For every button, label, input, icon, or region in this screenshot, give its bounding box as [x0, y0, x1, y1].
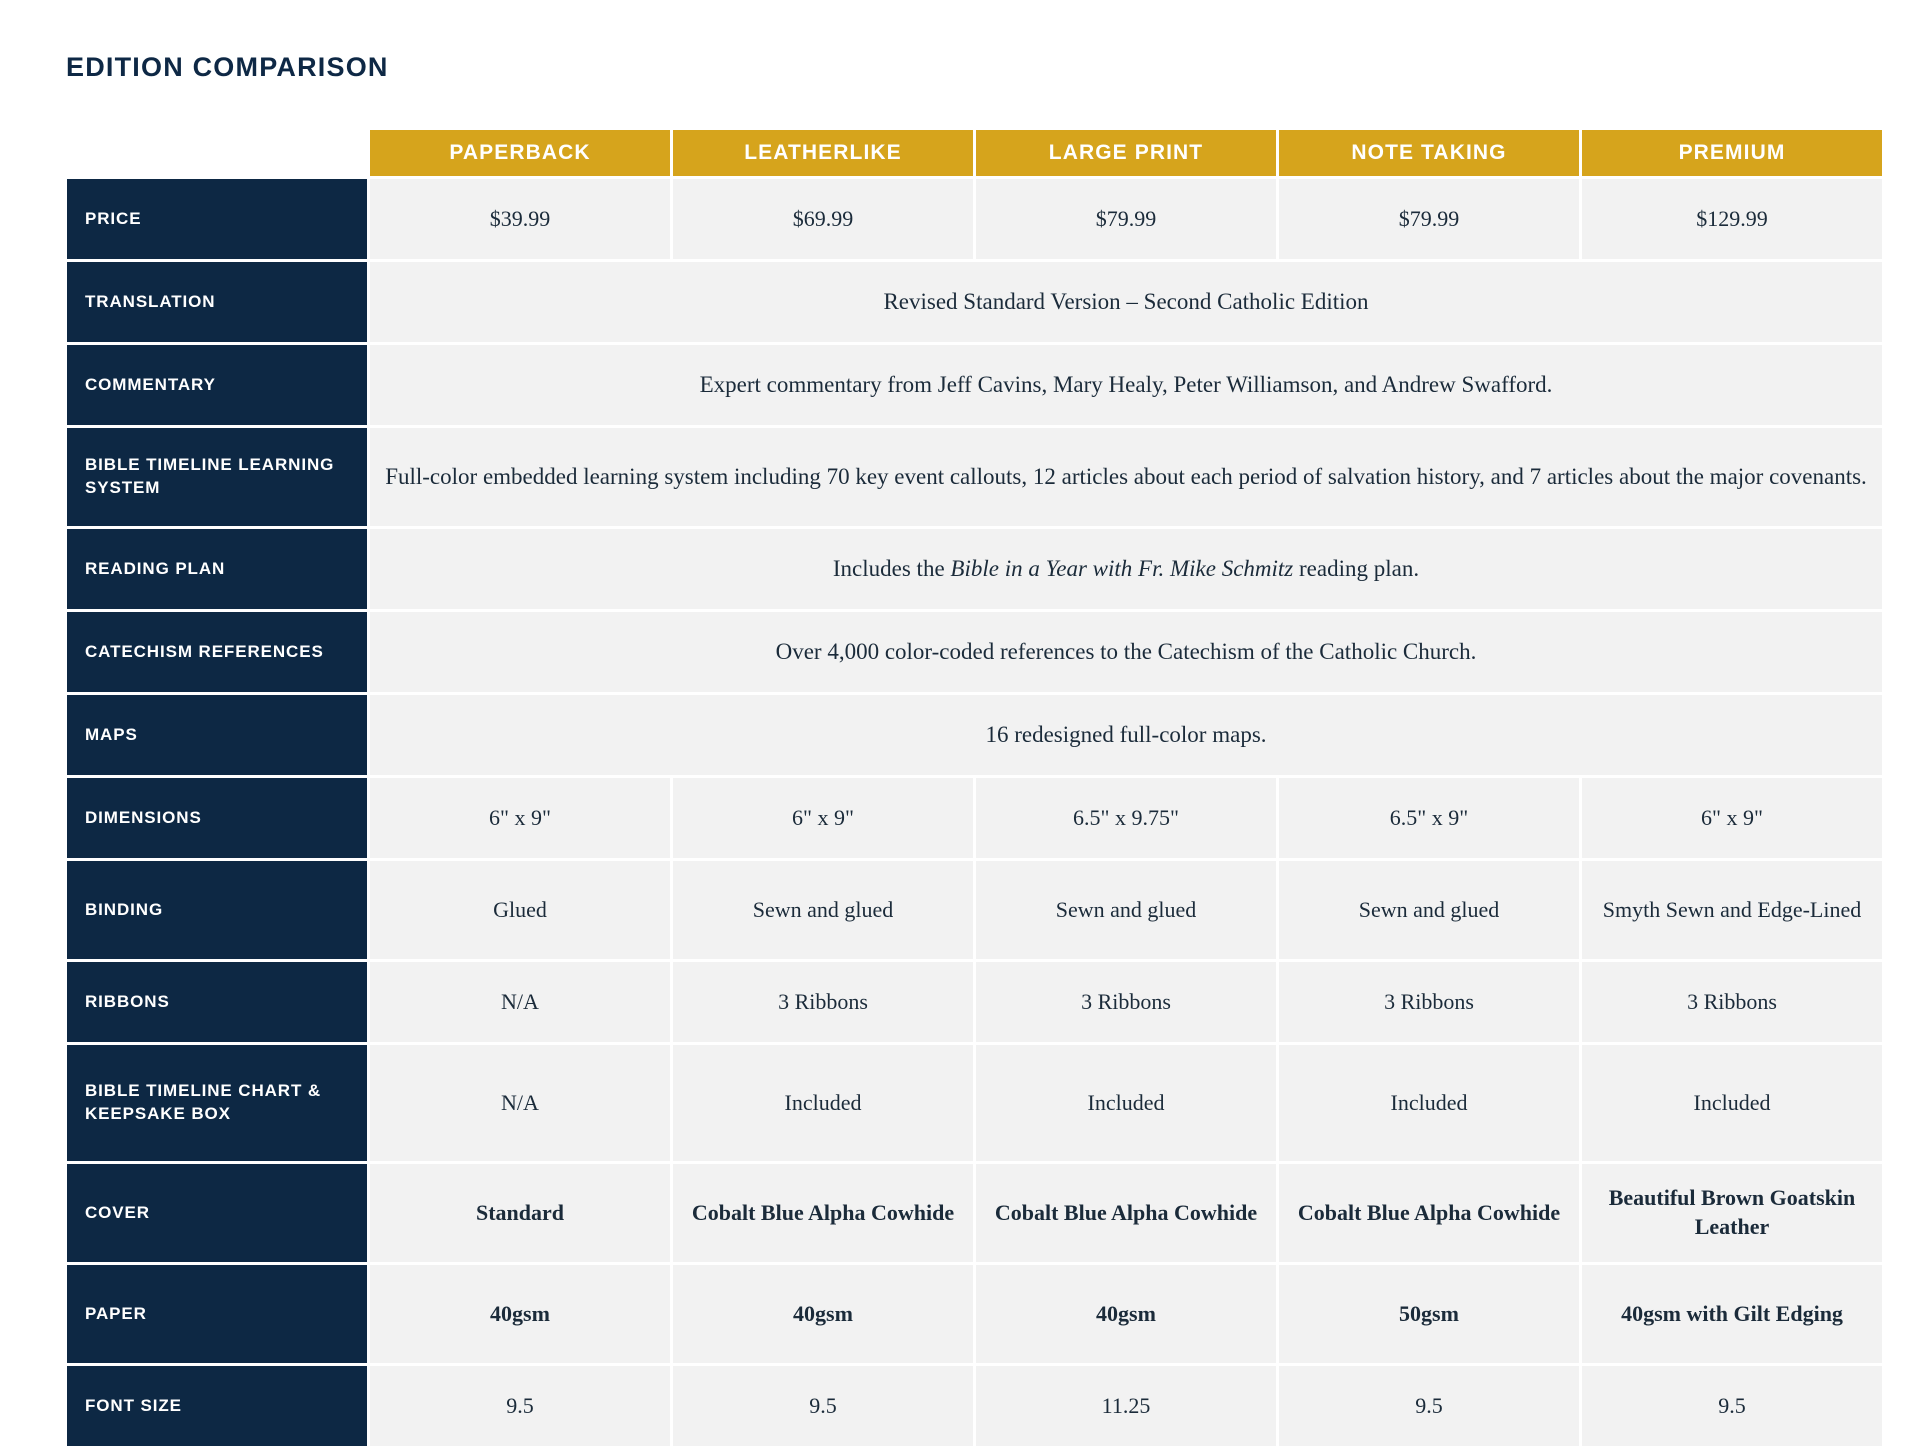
- cell-keepsake-leatherlike: Included: [673, 1045, 973, 1161]
- table-row: [67, 179, 1882, 259]
- cell-price-large-print: $79.99: [976, 179, 1276, 259]
- cell-ribbons-leatherlike: 3 Ribbons: [673, 962, 973, 1042]
- row-label-translation: TRANSLATION: [67, 262, 367, 342]
- cell-binding-leatherlike: Sewn and glued: [673, 861, 973, 959]
- column-header-premium: PREMIUM: [1582, 130, 1882, 176]
- cell-font-size-large-print: 11.25: [976, 1366, 1276, 1446]
- cell-binding-large-print: Sewn and glued: [976, 861, 1276, 959]
- row-label-commentary: COMMENTARY: [67, 345, 367, 425]
- cell-paper-large-print: 40gsm: [976, 1265, 1276, 1363]
- row-label-reading-plan: READING PLAN: [67, 529, 367, 609]
- cell-catechism-references-all: Over 4,000 color-coded references to the Catechism of the Catholic Church.: [370, 612, 1882, 692]
- cell-cover-premium: Beautiful Brown Goatskin Leather: [1582, 1164, 1882, 1262]
- cell-ribbons-large-print: 3 Ribbons: [976, 962, 1276, 1042]
- cell-binding-note-taking: Sewn and glued: [1279, 861, 1579, 959]
- cell-font-size-leatherlike: 9.5: [673, 1366, 973, 1446]
- reading-plan-text-after: reading plan.: [1293, 556, 1420, 582]
- cell-dimensions-large-print: 6.5" x 9.75": [976, 778, 1276, 858]
- cell-cover-large-print: Cobalt Blue Alpha Cowhide: [976, 1164, 1276, 1262]
- cell-keepsake-note-taking: Included: [1279, 1045, 1579, 1161]
- edition-comparison-table: [64, 127, 1885, 1449]
- cell-price-note-taking: $79.99: [1279, 179, 1579, 259]
- table-corner-cell: [67, 130, 367, 176]
- table-row: [67, 778, 1882, 858]
- cell-paper-leatherlike: 40gsm: [673, 1265, 973, 1363]
- table-header: [67, 130, 1882, 176]
- cell-price-leatherlike: $69.99: [673, 179, 973, 259]
- row-label-cover: COVER: [67, 1164, 367, 1262]
- row-label-bible-timeline-learning-system: BIBLE TIMELINE LEARNING SYSTEM: [67, 428, 367, 526]
- table-row: [67, 1045, 1882, 1161]
- column-header-note-taking: NOTE TAKING: [1279, 130, 1579, 176]
- row-label-price: PRICE: [67, 179, 367, 259]
- table-row: [67, 345, 1882, 425]
- reading-plan-text-before: Includes the: [832, 556, 951, 582]
- row-label-bible-timeline-chart-keepsake-box: BIBLE TIMELINE CHART & KEEPSAKE BOX: [67, 1045, 367, 1161]
- cell-keepsake-large-print: Included: [976, 1045, 1276, 1161]
- cell-dimensions-note-taking: 6.5" x 9": [1279, 778, 1579, 858]
- table-row: [67, 428, 1882, 526]
- row-label-maps: MAPS: [67, 695, 367, 775]
- cell-cover-note-taking: Cobalt Blue Alpha Cowhide: [1279, 1164, 1579, 1262]
- column-header-large-print: LARGE PRINT: [976, 130, 1276, 176]
- cell-commentary-all: Expert commentary from Jeff Cavins, Mary Healy, Peter Williamson, and Andrew Swafford.: [370, 345, 1882, 425]
- cell-cover-paperback: Standard: [370, 1164, 670, 1262]
- cell-font-size-note-taking: 9.5: [1279, 1366, 1579, 1446]
- cell-ribbons-premium: 3 Ribbons: [1582, 962, 1882, 1042]
- cell-font-size-premium: 9.5: [1582, 1366, 1882, 1446]
- cell-paper-paperback: 40gsm: [370, 1265, 670, 1363]
- row-label-dimensions: DIMENSIONS: [67, 778, 367, 858]
- reading-plan-text-italic: Bible in a Year with Fr. Mike Schmitz: [950, 556, 1294, 582]
- cell-dimensions-leatherlike: 6" x 9": [673, 778, 973, 858]
- cell-font-size-paperback: 9.5: [370, 1366, 670, 1446]
- cell-ribbons-note-taking: 3 Ribbons: [1279, 962, 1579, 1042]
- table-row: [67, 1265, 1882, 1363]
- table-row: [67, 861, 1882, 959]
- table-row: [67, 262, 1882, 342]
- column-header-paperback: PAPERBACK: [370, 130, 670, 176]
- cell-reading-plan-all: [370, 529, 1882, 609]
- cell-ribbons-paperback: N/A: [370, 962, 670, 1042]
- table-row: [67, 1366, 1882, 1446]
- row-label-font-size: FONT SIZE: [67, 1366, 367, 1446]
- table-row: [67, 695, 1882, 775]
- cell-dimensions-paperback: 6" x 9": [370, 778, 670, 858]
- cell-cover-leatherlike: Cobalt Blue Alpha Cowhide: [673, 1164, 973, 1262]
- cell-maps-all: 16 redesigned full-color maps.: [370, 695, 1882, 775]
- page-title: EDITION COMPARISON: [66, 52, 389, 82]
- row-label-ribbons: RIBBONS: [67, 962, 367, 1042]
- table-row: [67, 529, 1882, 609]
- cell-paper-premium: 40gsm with Gilt Edging: [1582, 1265, 1882, 1363]
- row-label-binding: BINDING: [67, 861, 367, 959]
- cell-paper-note-taking: 50gsm: [1279, 1265, 1579, 1363]
- cell-binding-premium: Smyth Sewn and Edge-Lined: [1582, 861, 1882, 959]
- cell-price-paperback: $39.99: [370, 179, 670, 259]
- cell-keepsake-premium: Included: [1582, 1045, 1882, 1161]
- table-row: [67, 962, 1882, 1042]
- cell-binding-paperback: Glued: [370, 861, 670, 959]
- cell-translation-all: Revised Standard Version – Second Catholic Edition: [370, 262, 1882, 342]
- table-row: [67, 612, 1882, 692]
- cell-price-premium: $129.99: [1582, 179, 1882, 259]
- row-label-paper: PAPER: [67, 1265, 367, 1363]
- column-header-leatherlike: LEATHERLIKE: [673, 130, 973, 176]
- table-row: [67, 1164, 1882, 1262]
- cell-bible-timeline-learning-system-all: Full-color embedded learning system including 70 key event callouts, 12 articles about each period of salvation history, and 7 articles about the major covenants.: [370, 428, 1882, 526]
- row-label-catechism-references: CATECHISM REFERENCES: [67, 612, 367, 692]
- cell-dimensions-premium: 6" x 9": [1582, 778, 1882, 858]
- table-body: [67, 179, 1882, 1446]
- cell-keepsake-paperback: N/A: [370, 1045, 670, 1161]
